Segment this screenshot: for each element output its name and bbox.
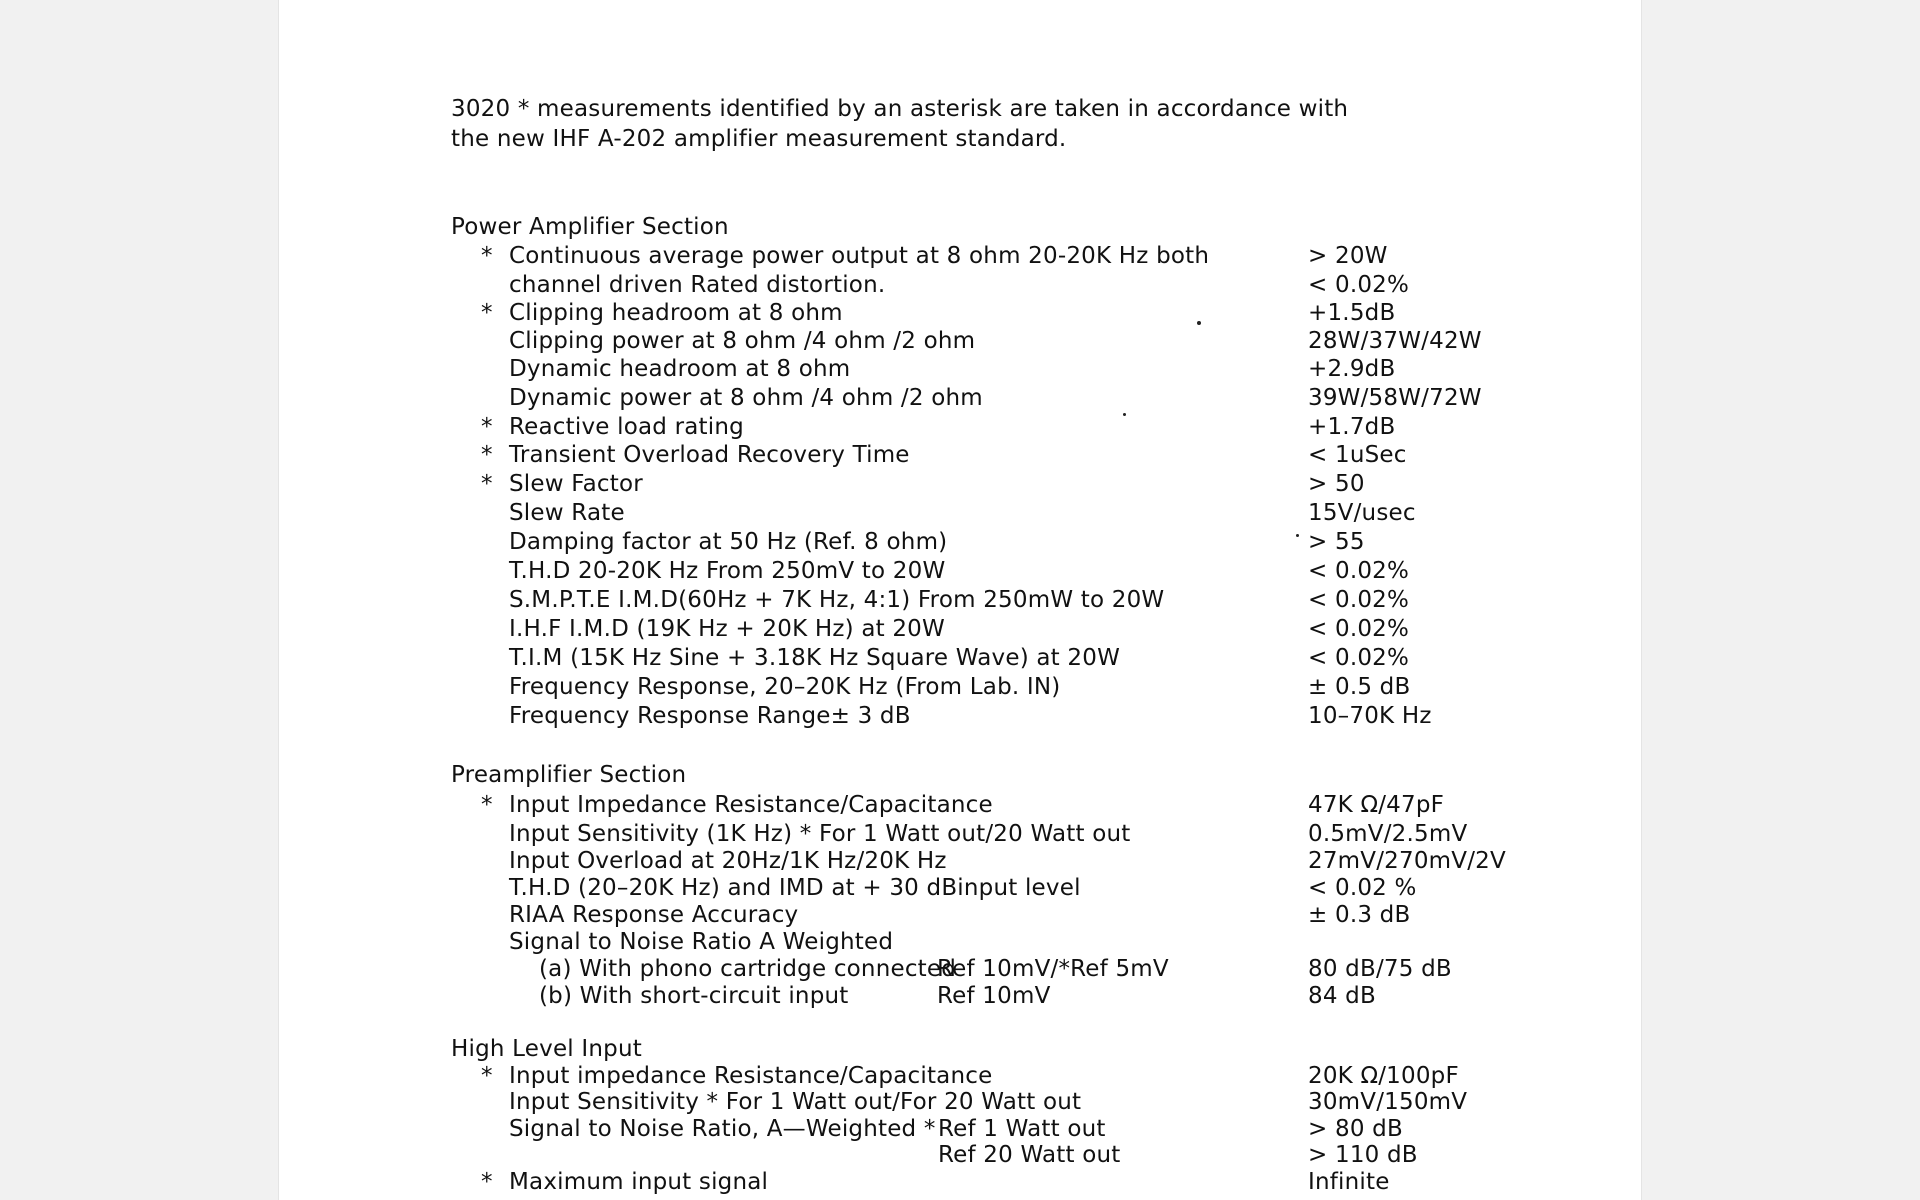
spec-value: < 1uSec xyxy=(1308,442,1407,468)
spec-value: 27mV/270mV/2V xyxy=(1308,848,1506,874)
spec-label: T.I.M (15K Hz Sine + 3.18K Hz Square Wave) at 20W xyxy=(509,645,1121,671)
spec-ref: Ref 10mV/*Ref 5mV xyxy=(937,956,1169,982)
spec-label: Transient Overload Recovery Time xyxy=(509,442,910,468)
spec-value: > 110 dB xyxy=(1308,1142,1418,1168)
spec-label: Slew Rate xyxy=(509,500,625,526)
spec-label: T.H.D (20–20K Hz) and IMD at + 30 dBinput level xyxy=(509,875,1081,901)
spec-value: > 80 dB xyxy=(1308,1116,1403,1142)
document-page xyxy=(279,0,1641,1200)
spec-label: RIAA Response Accuracy xyxy=(509,902,799,928)
intro-paragraph xyxy=(451,94,1348,154)
spec-label: Signal to Noise Ratio A Weighted xyxy=(509,929,894,955)
spec-label: Maximum input signal xyxy=(509,1169,769,1195)
spec-value: 20K Ω/100pF xyxy=(1308,1063,1459,1089)
spec-value: 0.5mV/2.5mV xyxy=(1308,821,1468,847)
spec-value: 84 dB xyxy=(1308,983,1376,1009)
spec-ref: Ref 1 Watt out xyxy=(938,1116,1106,1142)
spec-value: 39W/58W/72W xyxy=(1308,385,1482,411)
spec-value: 47K Ω/47pF xyxy=(1308,792,1445,818)
spec-label: Continuous average power output at 8 ohm 20-20K Hz both xyxy=(509,243,1210,269)
spec-label: Input Sensitivity * For 1 Watt out/For 20 Watt out xyxy=(509,1089,1082,1115)
asterisk-marker: * xyxy=(481,243,493,269)
asterisk-marker: * xyxy=(481,1063,493,1089)
asterisk-marker: * xyxy=(481,792,493,818)
spec-value: > 55 xyxy=(1308,529,1365,555)
spec-label: channel driven Rated distortion. xyxy=(509,272,886,298)
spec-label: I.H.F I.M.D (19K Hz + 20K Hz) at 20W xyxy=(509,616,945,642)
intro-line-1: 3020 * measurements identified by an asterisk are taken in accordance with xyxy=(451,96,1349,122)
spec-label: Reactive load rating xyxy=(509,414,744,440)
spec-label: Dynamic power at 8 ohm /4 ohm /2 ohm xyxy=(509,385,983,411)
spec-label: Input Sensitivity (1K Hz) * For 1 Watt out/20 Watt out xyxy=(509,821,1131,847)
spec-ref: Ref 20 Watt out xyxy=(938,1142,1121,1168)
spec-label: Input Impedance Resistance/Capacitance xyxy=(509,792,993,818)
spec-label: T.H.D 20-20K Hz From 250mV to 20W xyxy=(509,558,946,584)
spec-label: Input impedance Resistance/Capacitance xyxy=(509,1063,993,1089)
section-title-high-level-input: High Level Input xyxy=(451,1036,642,1062)
spec-value: < 0.02% xyxy=(1308,558,1410,584)
intro-line-2: the new IHF A-202 amplifier measurement standard. xyxy=(451,126,1067,152)
spec-label: Clipping power at 8 ohm /4 ohm /2 ohm xyxy=(509,328,976,354)
spec-value: < 0.02% xyxy=(1308,272,1410,298)
section-title-power-amplifier: Power Amplifier Section xyxy=(451,214,729,240)
spec-value: > 50 xyxy=(1308,471,1365,497)
spec-value: 15V/usec xyxy=(1308,500,1416,526)
spec-value: Infinite xyxy=(1308,1169,1390,1195)
spec-value: > 20W xyxy=(1308,243,1388,269)
spec-label: Clipping headroom at 8 ohm xyxy=(509,300,843,326)
spec-value: < 0.02% xyxy=(1308,645,1410,671)
spec-value: 80 dB/75 dB xyxy=(1308,956,1452,982)
spec-value: 10–70K Hz xyxy=(1308,703,1432,729)
spec-label: Damping factor at 50 Hz (Ref. 8 ohm) xyxy=(509,529,948,555)
spec-value: +2.9dB xyxy=(1308,356,1396,382)
asterisk-marker: * xyxy=(481,414,493,440)
spec-value: +1.5dB xyxy=(1308,300,1396,326)
spec-value: +1.7dB xyxy=(1308,414,1396,440)
spec-value: 28W/37W/42W xyxy=(1308,328,1482,354)
scan-speck xyxy=(1296,534,1299,537)
spec-label: Frequency Response, 20–20K Hz (From Lab. IN) xyxy=(509,674,1061,700)
asterisk-marker: * xyxy=(481,300,493,326)
asterisk-marker: * xyxy=(481,442,493,468)
scan-speck xyxy=(1197,321,1201,325)
spec-ref: Ref 10mV xyxy=(937,983,1051,1009)
spec-value: ± 0.3 dB xyxy=(1308,902,1411,928)
spec-label: Input Overload at 20Hz/1K Hz/20K Hz xyxy=(509,848,947,874)
spec-label: Frequency Response Range± 3 dB xyxy=(509,703,911,729)
spec-value: ± 0.5 dB xyxy=(1308,674,1411,700)
asterisk-marker: * xyxy=(481,471,493,497)
scan-speck xyxy=(1123,413,1126,416)
spec-value: < 0.02% xyxy=(1308,587,1410,613)
spec-label: Signal to Noise Ratio, A—Weighted * xyxy=(509,1116,936,1142)
asterisk-marker: * xyxy=(481,1169,493,1195)
spec-label: S.M.P.T.E I.M.D(60Hz + 7K Hz, 4:1) From 250mW to 20W xyxy=(509,587,1165,613)
spec-label: Dynamic headroom at 8 ohm xyxy=(509,356,851,382)
spec-label: (a) With phono cartridge connected xyxy=(539,956,957,982)
section-title-preamplifier: Preamplifier Section xyxy=(451,762,687,788)
spec-value: 30mV/150mV xyxy=(1308,1089,1468,1115)
spec-value: < 0.02% xyxy=(1308,616,1410,642)
spec-value: < 0.02 % xyxy=(1308,875,1417,901)
spec-label: Slew Factor xyxy=(509,471,643,497)
spec-label: (b) With short-circuit input xyxy=(539,983,849,1009)
